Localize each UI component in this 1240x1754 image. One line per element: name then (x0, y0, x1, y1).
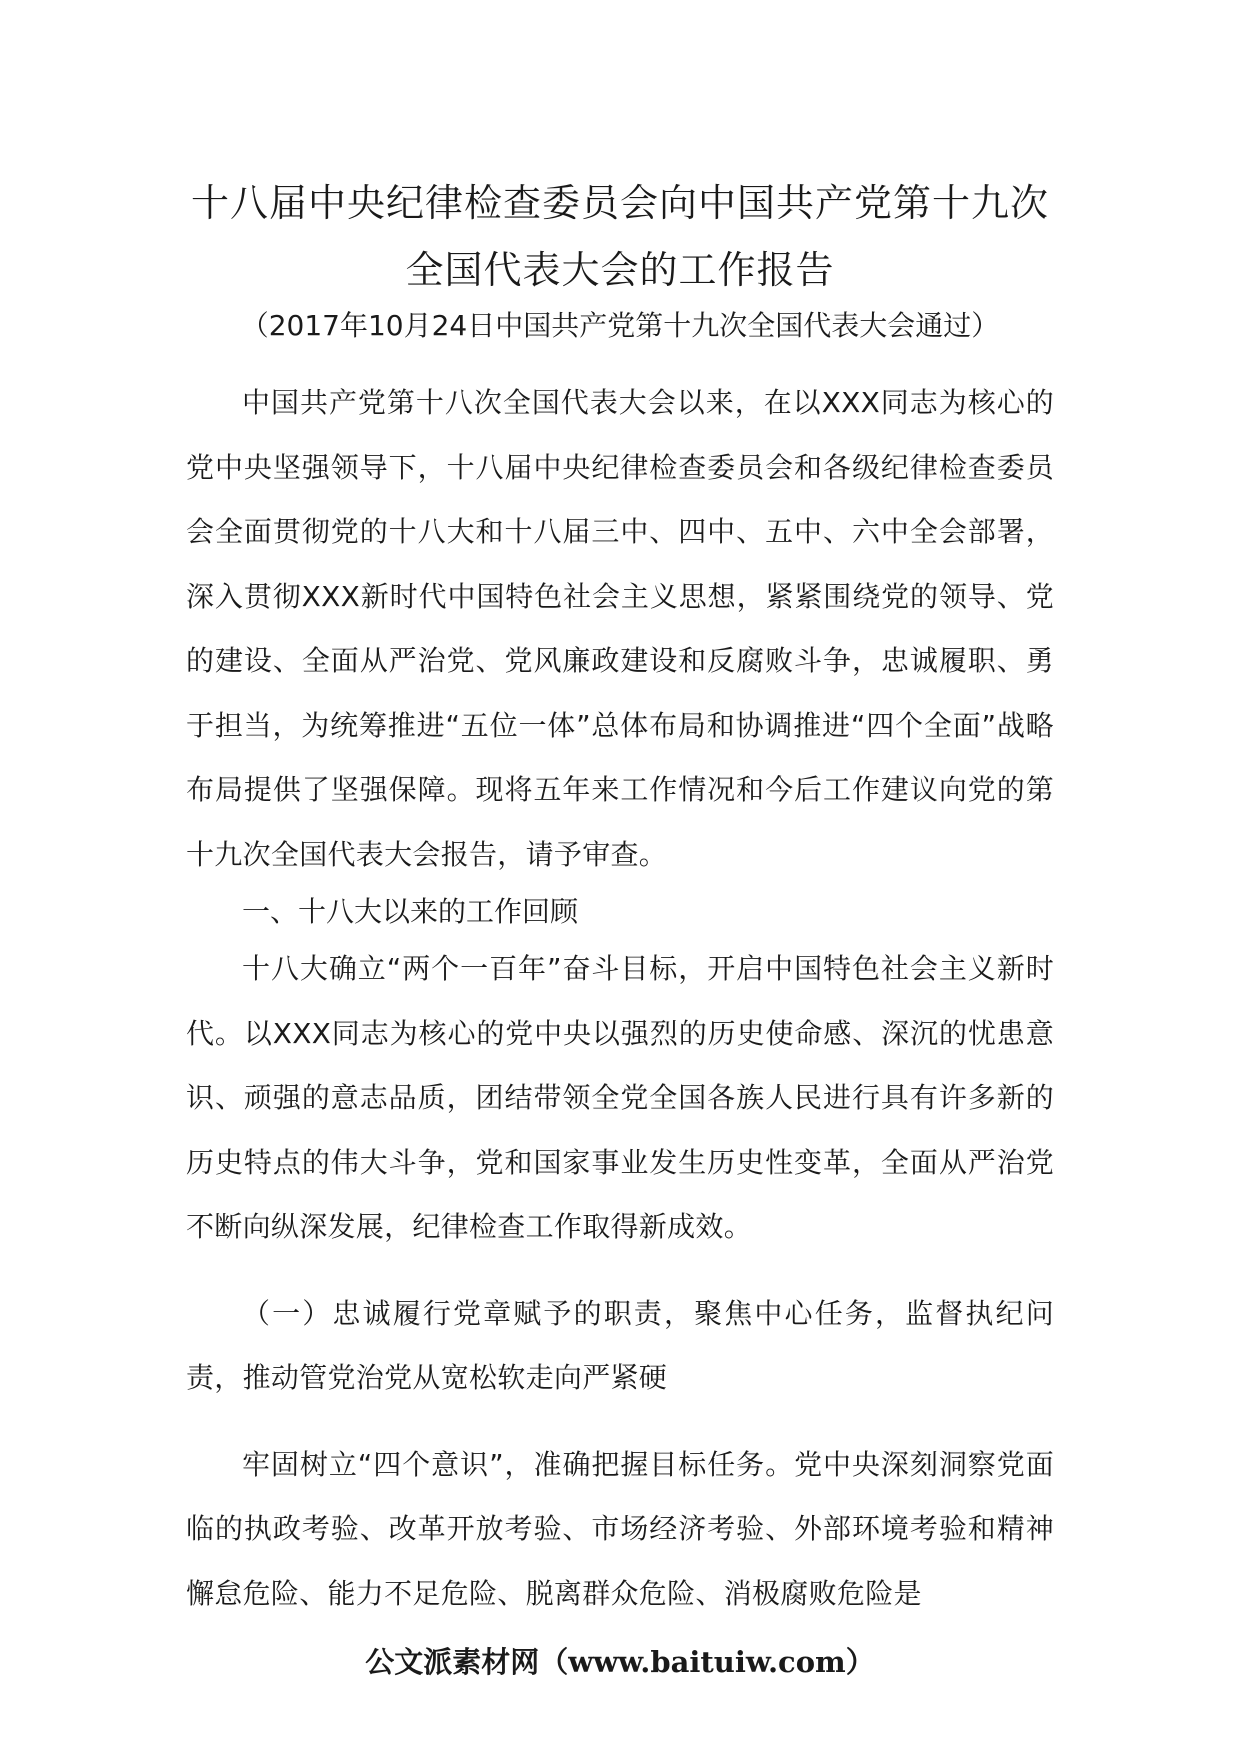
subsection-heading: （一）忠诚履行党章赋予的职责，聚焦中心任务，监督执纪问责，推动管党治党从宽松软走向严紧硬 (186, 1296, 1054, 1394)
section-paragraph: 十八大确立“两个一百年”奋斗目标，开启中国特色社会主义新时代。以XXX同志为核心的党中央以强烈的历史使命感、深沉的忧患意识、顽强的意志品质，团结带领全党全国各族人民进行具有许多新的历史特点的伟大斗争，党和国家事业发生历史性变革，全面从严治党不断向纵深发展，纪律检查工作取得新成效。 (186, 952, 1054, 1243)
section-heading: 一、十八大以来的工作回顾 (242, 895, 579, 928)
document-subtitle: （2017年10月24日中国共产党第十九次全国代表大会通过） (240, 309, 1000, 342)
document-title: 十八届中央纪律检查委员会向中国共产党第十九次全国代表大会的工作报告 (190, 181, 1049, 292)
intro-paragraph: 中国共产党第十八次全国代表大会以来，在以XXX同志为核心的党中央坚强领导下，十八届中央纪律检查委员会和各级纪律检查委员会全面贯彻党的十八大和十八届三中、四中、五中、六中全会部署，深入贯彻XXX新时代中国特色社会主义思想，紧紧围绕党的领导、党的建设、全面从严治党、党风廉政建设和反腐败斗争，忠诚履职、勇于担当，为统筹推进“五位一体”总体布局和协调推进“四个全面”战略布局提供了坚强保障。现将五年来工作情况和今后工作建议向党的第十九次全国代表大会报告，请予审查。 (186, 386, 1054, 871)
subsection-paragraph: 牢固树立“四个意识”，准确把握目标任务。党中央深刻洞察党面临的执政考验、改革开放考验、市场经济考验、外部环境考验和精神懈怠危险、能力不足危险、脱离群众危险、消极腐败危险是 (186, 1447, 1054, 1610)
document-body (186, 371, 1054, 1626)
footer-watermark: 公文派素材网（www.baituiw.com） (365, 1645, 875, 1679)
